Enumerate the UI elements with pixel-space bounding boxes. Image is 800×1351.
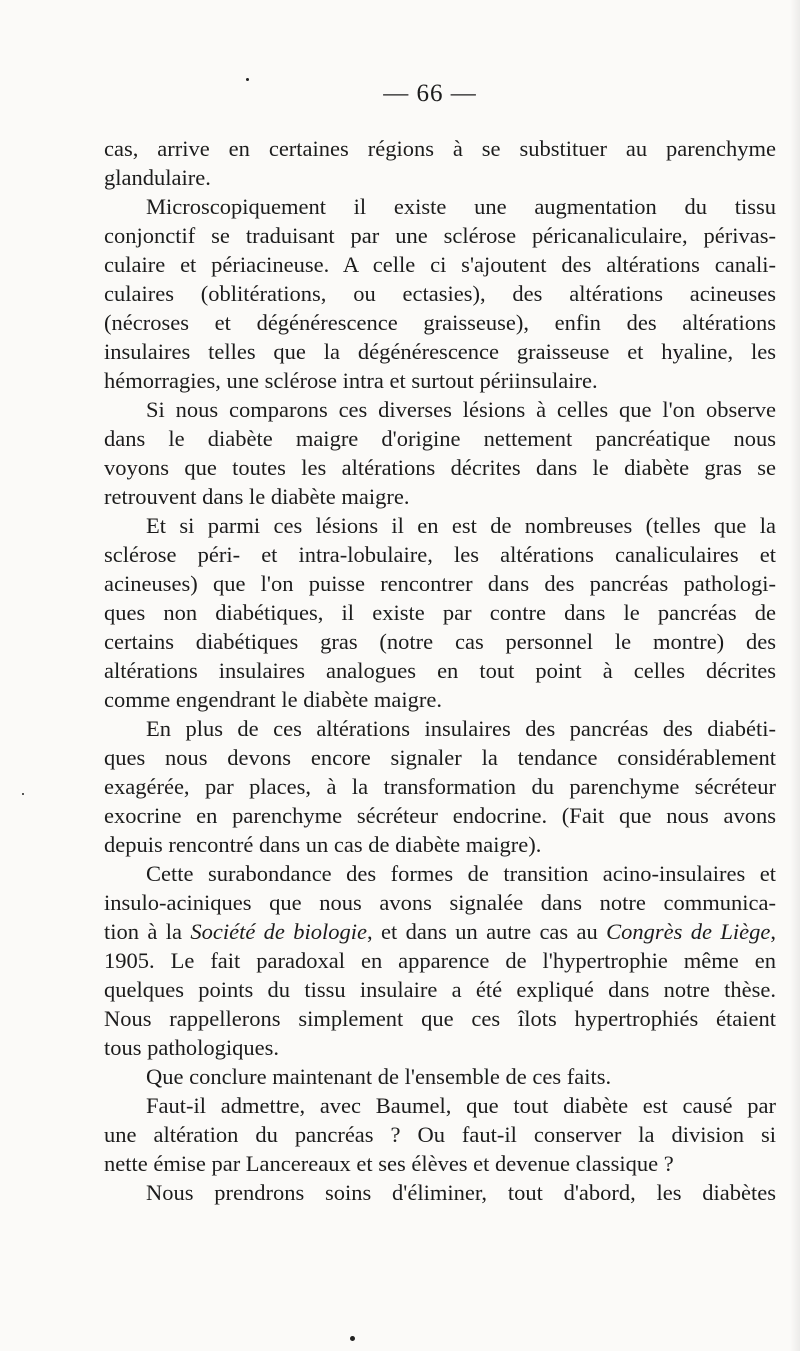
text-line: cas, arrive en certaines régions à se substituer au parenchyme [104, 136, 776, 161]
body-text [104, 134, 776, 1207]
ink-speck [350, 1336, 355, 1341]
text-fragment: tion à la [104, 919, 191, 944]
text-line [104, 917, 776, 946]
text-line: conjonctif se traduisant par une sclérose péricanaliculaire, périvas- [104, 223, 776, 248]
text-line: nette émise par Lancereaux et ses élèves et devenue classique ? [104, 1151, 674, 1176]
text-line: insulaires telles que la dégénérescence graisseuse et hyaline, les [104, 339, 776, 364]
text-line: Nous prendrons soins d'éliminer, tout d'abord, les diabètes [146, 1180, 776, 1205]
text-line: sclérose péri- et intra-lobulaire, les altérations canaliculaires et [104, 542, 776, 567]
text-line: Si nous comparons ces diverses lésions à celles que l'on observe [146, 397, 776, 422]
text-line: une altération du pancréas ? Ou faut-il conserver la division si [104, 1122, 776, 1147]
text-line: Et si parmi ces lésions il en est de nombreuses (telles que la [146, 513, 776, 538]
text-line: dans le diabète maigre d'origine nettement pancréatique nous [104, 426, 776, 451]
text-line: certains diabétiques gras (notre cas personnel le montre) des [104, 629, 776, 654]
text-line: Que conclure maintenant de l'ensemble de ces faits. [146, 1064, 612, 1089]
text-line: exagérée, par places, à la transformation du parenchyme sécréteur [104, 774, 776, 799]
text-fragment: , et dans un autre cas au [367, 919, 607, 944]
text-line: Nous rappellerons simplement que ces îlots hypertrophiés étaient [104, 1006, 776, 1031]
text-line: acineuses) que l'on puisse rencontrer dans des pancréas pathologi- [104, 571, 776, 596]
text-line: ques non diabétiques, il existe par contre dans le pancréas de [104, 600, 776, 625]
text-line: culaire et périacineuse. A celle ci s'ajoutent des altérations canali- [104, 252, 776, 277]
text-line: comme engendrant le diabète maigre. [104, 687, 442, 712]
text-line: exocrine en parenchyme sécréteur endocrine. (Fait que nous avons [104, 803, 776, 828]
text-line: Microscopiquement il existe une augmentation du tissu [146, 194, 776, 219]
text-line: (nécroses et dégénérescence graisseuse), enfin des altérations [104, 310, 776, 335]
text-line: culaires (oblitérations, ou ectasies), des altérations acineuses [104, 281, 776, 306]
ink-speck [22, 793, 24, 795]
page-edge-shadow [790, 0, 800, 1351]
text-line: quelques points du tissu insulaire a été expliqué dans notre thèse. [104, 977, 776, 1002]
text-line: retrouvent dans le diabète maigre. [104, 484, 410, 509]
page-number: — 66 — [383, 80, 477, 107]
ink-speck [246, 78, 249, 81]
text-fragment: , [770, 919, 776, 944]
text-line: glandulaire. [104, 165, 211, 190]
text-line: hémorragies, une sclérose intra et surtout périinsulaire. [104, 368, 598, 393]
italic-title: Congrès de Liège [606, 919, 771, 944]
text-line: ques nous devons encore signaler la tendance considérablement [104, 745, 776, 770]
text-line: Faut-il admettre, avec Baumel, que tout diabète est causé par [146, 1093, 776, 1118]
text-line: En plus de ces altérations insulaires des pancréas des diabéti- [146, 716, 776, 741]
text-line: depuis rencontré dans un cas de diabète maigre). [104, 832, 542, 857]
italic-title: Société de biologie [190, 919, 368, 944]
text-line: 1905. Le fait paradoxal en apparence de l'hypertrophie même en [104, 948, 776, 973]
text-line: insulo-aciniques que nous avons signalée dans notre communica- [104, 890, 776, 915]
text-line: altérations insulaires analogues en tout point à celles décrites [104, 658, 776, 683]
text-line: Cette surabondance des formes de transition acino-insulaires et [146, 861, 776, 886]
text-line: tous pathologiques. [104, 1035, 279, 1060]
text-line: voyons que toutes les altérations décrites dans le diabète gras se [104, 455, 776, 480]
